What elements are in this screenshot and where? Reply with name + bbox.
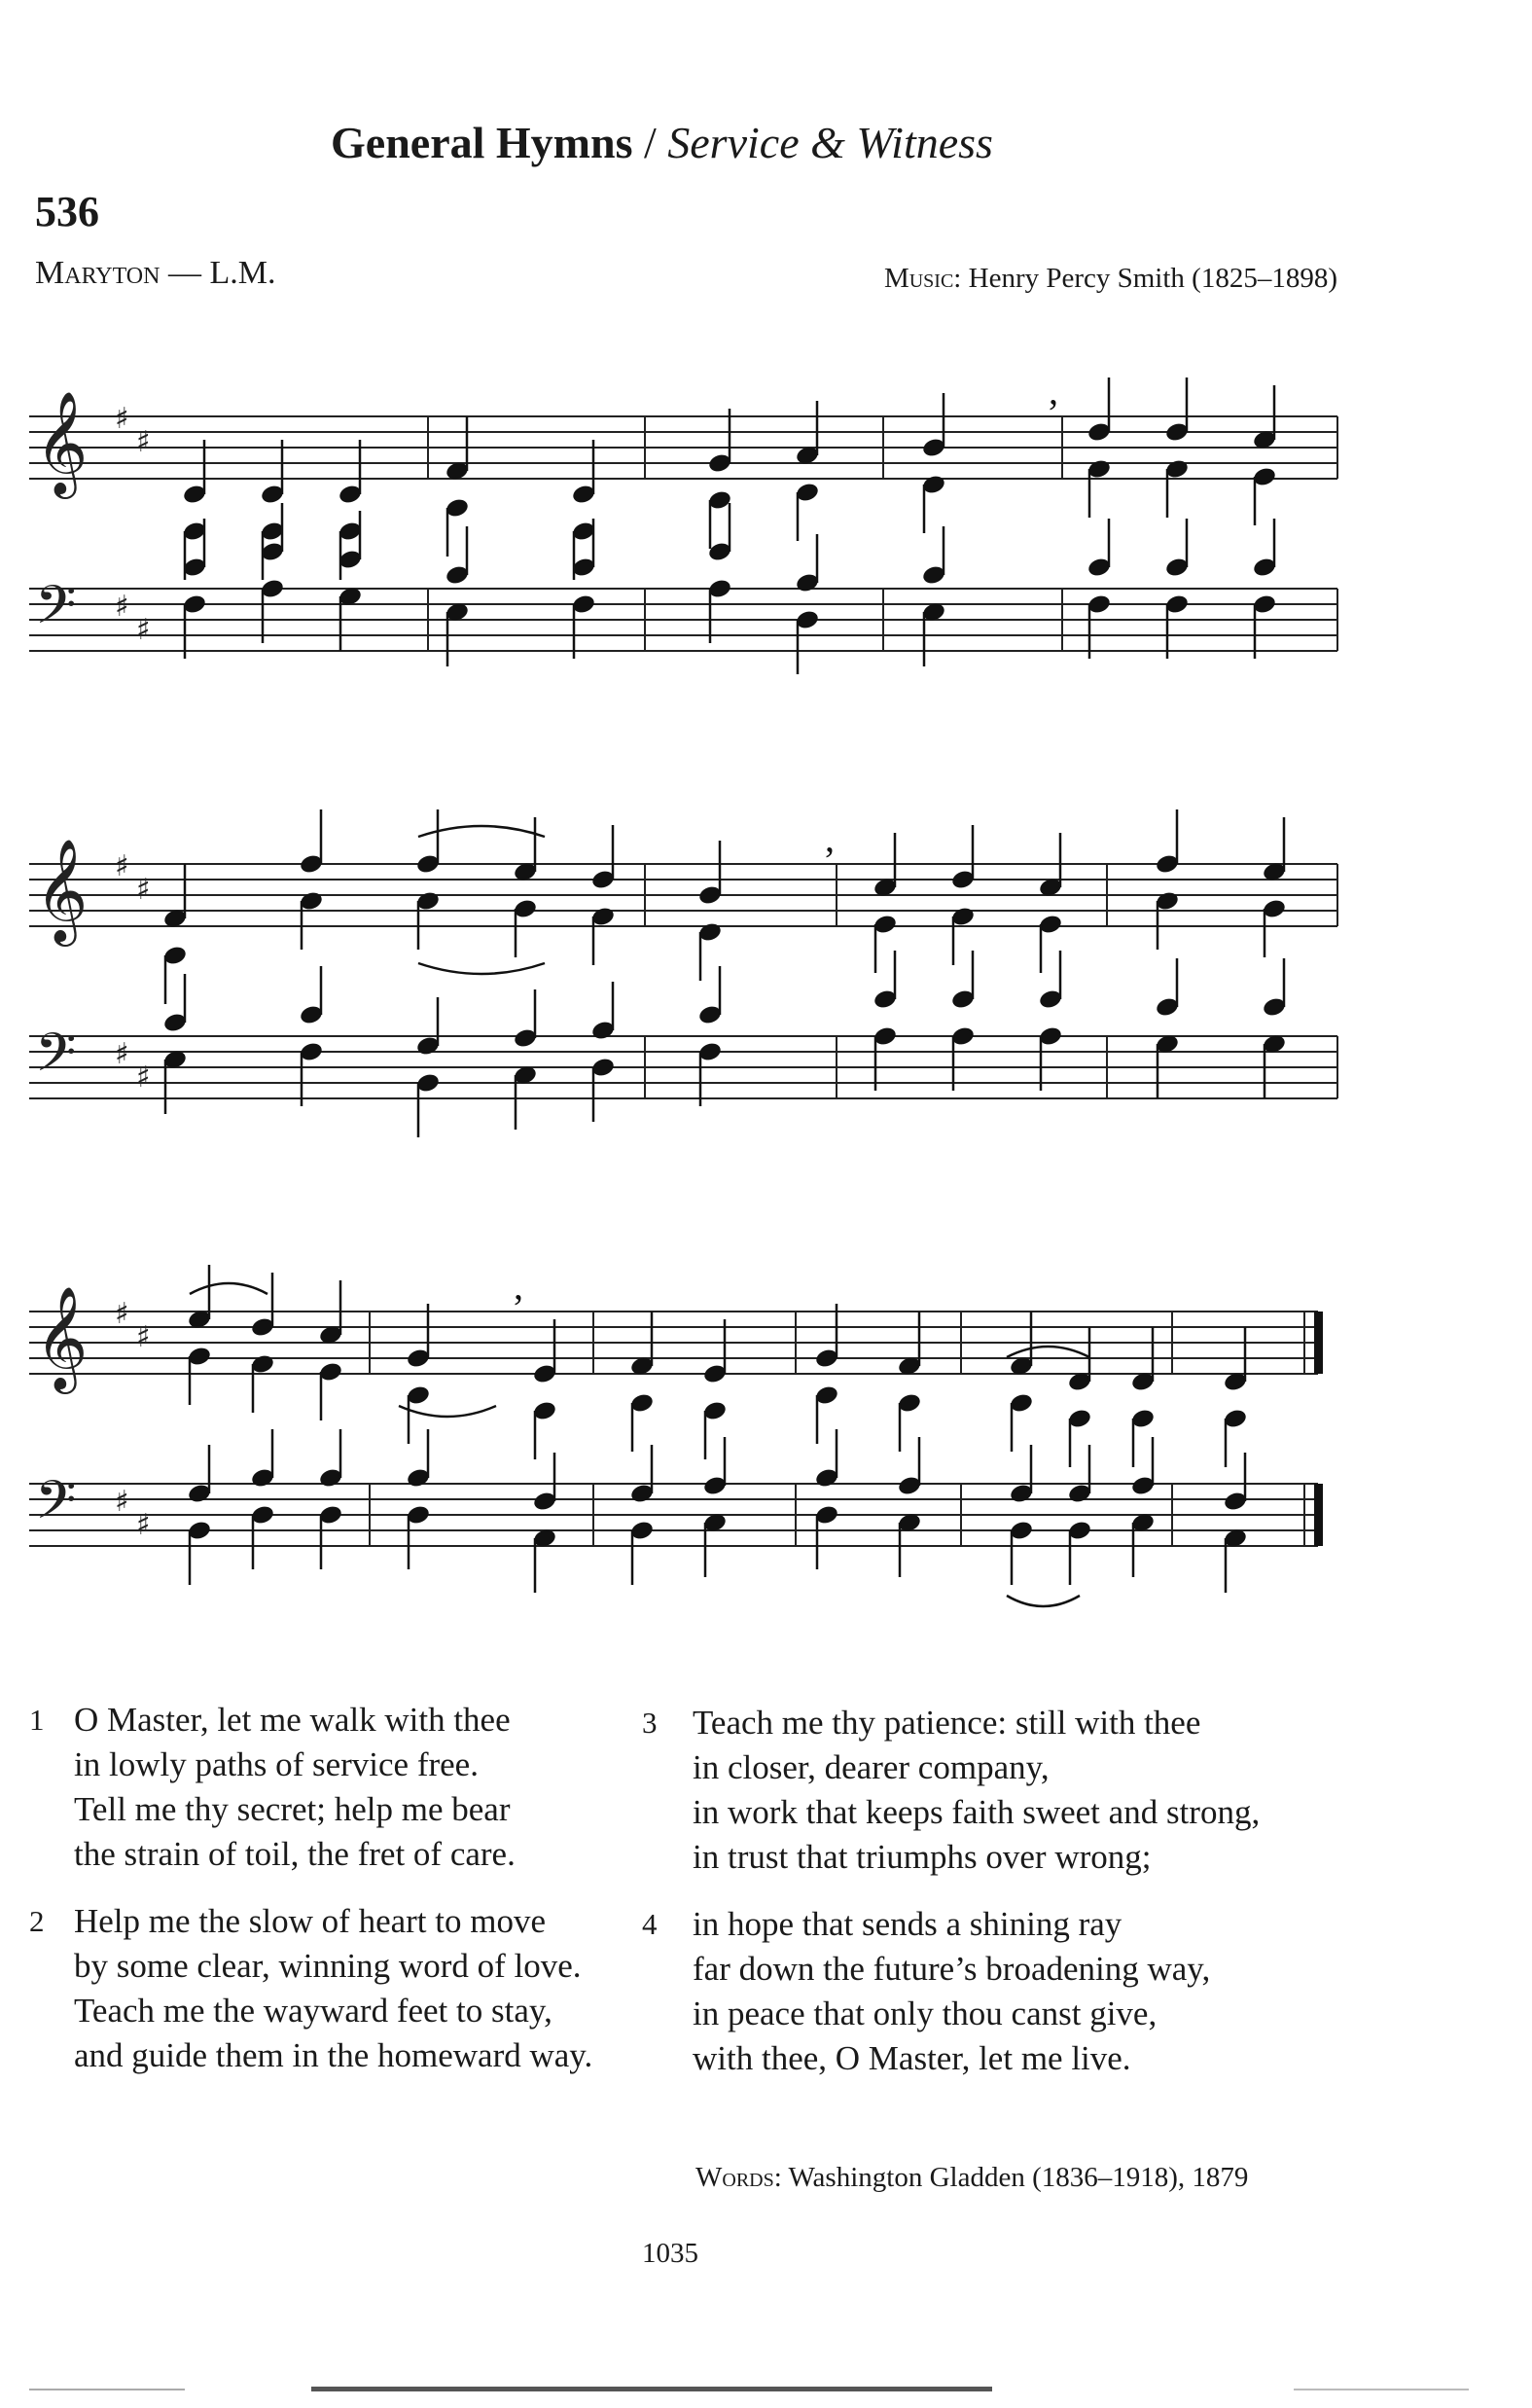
sharp-icon: ♯ <box>115 402 129 436</box>
final-barline-icon <box>1314 1312 1323 1374</box>
sharp-icon: ♯ <box>136 873 151 907</box>
slur <box>190 1283 267 1294</box>
sharp-icon: ♯ <box>136 1508 151 1542</box>
author: Washington Gladden (1836–1918), 1879 <box>781 2162 1249 2193</box>
section-separator: / <box>632 118 668 167</box>
meter: L.M. <box>209 255 276 291</box>
verse-number: 3 <box>642 1706 658 1740</box>
verse-line: in lowly paths of service free. <box>74 1745 479 1783</box>
verse-number: 4 <box>642 1907 658 1941</box>
verse-4 <box>642 1902 1342 2087</box>
verse-line: and guide them in the homeward way. <box>74 2036 593 2074</box>
verse-line: in peace that only thou canst give, <box>693 1995 1158 2032</box>
verse-1 <box>29 1698 652 1883</box>
verse-line: the strain of toil, the fret of care. <box>74 1835 516 1873</box>
verse-number: 1 <box>29 1703 45 1737</box>
section-subcategory: Service & Witness <box>667 118 993 167</box>
sharp-icon: ♯ <box>136 1320 151 1354</box>
composer: Henry Percy Smith (1825–1898) <box>961 263 1337 294</box>
section-category: General Hymns <box>331 118 633 167</box>
sharp-icon: ♯ <box>136 425 151 459</box>
hymn-number: 536 <box>35 188 99 235</box>
slur <box>1007 1347 1089 1357</box>
bass-clef-icon: 𝄢 <box>35 574 77 649</box>
page-number: 1035 <box>642 2238 698 2269</box>
bass-clef-icon: 𝄢 <box>35 1469 77 1544</box>
verse-line: Teach me thy patience: still with thee <box>693 1704 1201 1742</box>
slur <box>399 1406 496 1417</box>
verse-line: by some clear, winning word of love. <box>74 1947 582 1985</box>
treble-clef-icon: 𝄞 <box>35 1285 89 1389</box>
final-barline-icon <box>1314 1484 1323 1546</box>
treble-clef-icon: 𝄞 <box>35 390 89 494</box>
breath-mark-icon: , <box>514 1264 523 1308</box>
verse-line: in closer, dearer company, <box>693 1748 1050 1786</box>
sharp-icon: ♯ <box>115 1485 129 1519</box>
breath-mark-icon: , <box>1049 369 1058 413</box>
slur <box>1007 1596 1080 1606</box>
meter-separator: — <box>160 255 210 291</box>
verse-line: O Master, let me walk with thee <box>74 1701 511 1739</box>
sharp-icon: ♯ <box>115 1037 129 1071</box>
verse-line: in work that keeps faith sweet and strong, <box>693 1793 1261 1831</box>
verse-line: with thee, O Master, let me live. <box>693 2039 1131 2077</box>
sharp-icon: ♯ <box>136 613 151 647</box>
words-label: Words: <box>695 2162 782 2193</box>
footer-rule <box>311 2387 992 2391</box>
sharp-icon: ♯ <box>115 849 129 883</box>
footer-rule <box>1294 2389 1469 2390</box>
sharp-icon: ♯ <box>115 590 129 624</box>
sharp-icon: ♯ <box>136 1060 151 1095</box>
verse-2 <box>29 1899 652 2084</box>
verse-line: Teach me the wayward feet to stay, <box>74 1992 552 2030</box>
bass-clef-icon: 𝄢 <box>35 1022 77 1096</box>
verse-line: Help me the slow of heart to move <box>74 1902 547 1940</box>
breath-mark-icon: , <box>825 816 835 860</box>
treble-clef-icon: 𝄞 <box>35 838 89 942</box>
footer-rule <box>29 2389 185 2390</box>
verse-line: far down the future’s broadening way, <box>693 1950 1211 1988</box>
verse-number: 2 <box>29 1904 45 1938</box>
music-label: Music: <box>883 263 962 294</box>
verse-line: in hope that sends a shining ray <box>693 1905 1122 1943</box>
tune-name: Maryton <box>35 255 160 291</box>
sharp-icon: ♯ <box>115 1297 129 1331</box>
verse-line: Tell me thy secret; help me bear <box>74 1790 511 1828</box>
verse-3 <box>642 1701 1342 1886</box>
words-credit <box>695 2162 1248 2194</box>
verse-line: in trust that triumphs over wrong; <box>693 1838 1152 1876</box>
slur <box>418 963 545 974</box>
